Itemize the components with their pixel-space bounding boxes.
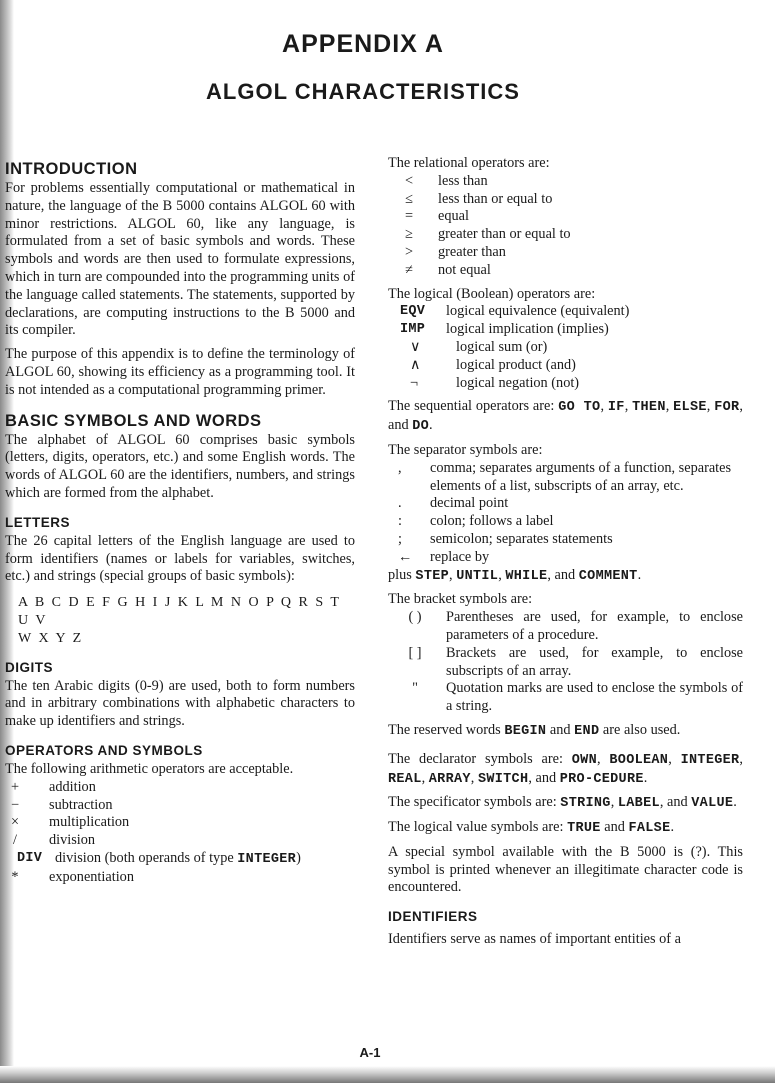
operator-symbol: DIV — [17, 850, 43, 866]
reserved-words — [388, 722, 743, 741]
separator-row — [388, 495, 743, 513]
scan-bottom-edge — [0, 1066, 775, 1083]
sequential-and: and — [388, 417, 409, 434]
separator-symbol: : — [398, 513, 402, 530]
logical-value-mid: and — [600, 819, 629, 836]
relational-description: equal — [438, 208, 469, 225]
keyword-then: THEN — [632, 400, 666, 416]
separator-row — [388, 549, 743, 567]
separator-plus-label: plus — [388, 566, 416, 583]
bracket-list — [388, 609, 743, 716]
bracket-description: Parentheses are used, for example, to enclose parameters of a procedure. — [446, 609, 743, 643]
separator-and: and — [554, 566, 576, 583]
keyword-comment: COMMENT — [578, 568, 638, 584]
keyword-false: FALSE — [628, 821, 671, 837]
specificator-symbols: The specificator symbols are: STRING, LABEL, and VALUE. — [388, 794, 737, 812]
operator-row — [5, 779, 355, 797]
bracket-row — [388, 645, 743, 681]
page-number: A-1 — [359, 1045, 381, 1060]
operator-symbol: + — [10, 778, 20, 795]
letters-paragraph: The 26 capital letters of the English language are used to form identifiers (names or labels for variables, switches, etc.) and strings (special groups of basic symbols): — [5, 532, 355, 585]
operator-description: division (both operands of type — [55, 849, 238, 866]
operator-description: division — [49, 832, 96, 849]
separator-description: colon; follows a label — [430, 513, 554, 530]
bracket-description: Brackets are used, for example, to enclose subscripts of an array. — [446, 644, 743, 679]
declarator-and: and — [535, 769, 557, 786]
operator-keyword: INTEGER — [237, 851, 297, 867]
keyword-array: ARRAY — [428, 771, 471, 787]
separator-row — [388, 531, 743, 549]
sequential-operators: The sequential operators are: GO TO, IF, THEN, ELSE, FOR, and DO. — [388, 398, 743, 435]
operator-row — [5, 832, 355, 850]
relational-description: less than — [438, 172, 488, 189]
keyword-until: UNTIL — [456, 568, 499, 584]
specificator-and: and — [667, 794, 688, 811]
letters-heading: LETTERS — [5, 514, 71, 530]
separator-description: replace by — [430, 548, 490, 565]
logical-symbol: ∨ — [410, 338, 421, 355]
operators-heading: OPERATORS AND SYMBOLS — [5, 742, 203, 758]
relational-symbol: > — [404, 243, 414, 260]
declarator-pre: The declarator symbols are: — [388, 750, 572, 767]
keyword-else: ELSE — [673, 400, 707, 416]
bracket-row — [388, 680, 743, 716]
logical-operator-list — [388, 303, 743, 392]
letters-line-1: A B C D E F G H I J K L M N O P Q R S T U V — [18, 595, 341, 628]
digits-heading: DIGITS — [5, 659, 54, 675]
logical-row — [388, 303, 743, 321]
digits-paragraph: The ten Arabic digits (0-9) are used, both to form numbers and in arbitrary combinations with alphabetic characters to make up identifiers and strings. — [5, 677, 355, 730]
bracket-intro: The bracket symbols are: — [388, 591, 533, 608]
relational-row — [388, 262, 743, 280]
logical-description: logical equivalence (equivalent) — [446, 303, 630, 320]
operator-symbol: * — [11, 868, 19, 885]
relational-symbol: = — [404, 208, 414, 225]
separator-intro: The separator symbols are: — [388, 441, 543, 458]
relational-row — [388, 208, 743, 226]
appendix-title: APPENDIX A — [282, 30, 444, 58]
keyword-label: LABEL — [617, 796, 660, 812]
letters-line-2: W X Y Z — [18, 630, 84, 646]
reserved-mid: and — [546, 721, 575, 738]
operator-row — [5, 797, 355, 815]
relational-row — [388, 244, 743, 262]
relational-description: greater than — [438, 243, 506, 260]
relational-row — [388, 173, 743, 191]
relational-symbol: ≤ — [405, 190, 413, 207]
special-symbol-paragraph: A special symbol available with the B 5000 is (?). This symbol is printed whenever an illegitimate character code is encountered. — [388, 843, 743, 896]
bracket-description: Quotation marks are used to enclose the symbols of a string. — [446, 680, 743, 715]
logical-symbol: ¬ — [410, 374, 419, 391]
relational-operator-list — [388, 173, 743, 280]
operator-description-wrap — [43, 850, 301, 869]
appendix-subtitle: ALGOL CHARACTERISTICS — [206, 79, 520, 104]
operator-symbol: × — [10, 814, 20, 831]
bracket-symbol: " — [412, 680, 418, 697]
bracket-symbol: ( ) — [408, 609, 422, 626]
logical-row — [388, 375, 743, 393]
separator-row — [388, 460, 743, 496]
relational-row — [388, 191, 743, 209]
separator-description: semicolon; separates statements — [430, 530, 613, 547]
relational-intro: The relational operators are: — [388, 155, 550, 171]
keyword-value: VALUE — [691, 796, 734, 812]
introduction-paragraph-2: The purpose of this appendix is to define the terminology of ALGOL 60, showing its efficiency as a programming tool. It is not intended as a computational programming primer. — [5, 346, 355, 398]
operator-row — [5, 814, 355, 832]
logical-row — [388, 321, 743, 339]
relational-description: less than or equal to — [438, 190, 553, 207]
identifiers-heading: IDENTIFIERS — [388, 909, 478, 925]
introduction-heading: INTRODUCTION — [5, 160, 138, 178]
separator-symbol: . — [398, 495, 402, 512]
bracket-symbol: [ ] — [408, 644, 422, 661]
operator-description: addition — [49, 778, 96, 795]
keyword-step: STEP — [415, 568, 450, 584]
logical-row — [388, 357, 743, 375]
operator-row — [5, 850, 355, 869]
operator-description: exponentiation — [49, 868, 134, 885]
keyword-end: END — [574, 723, 600, 739]
relational-symbol: ≥ — [405, 226, 413, 243]
logical-description: logical implication (implies) — [446, 321, 609, 338]
operator-row — [5, 869, 355, 887]
relational-symbol: < — [404, 172, 414, 189]
keyword-integer: INTEGER — [680, 752, 740, 768]
logical-symbol: IMP — [400, 322, 426, 338]
keyword-goto: GO TO — [558, 400, 601, 416]
operator-description: multiplication — [49, 814, 130, 831]
left-column — [5, 158, 355, 887]
operator-description: subtraction — [49, 796, 113, 813]
keyword-procedure: PRO-CEDURE — [559, 771, 644, 787]
separator-description: decimal point — [430, 495, 509, 512]
logical-description: logical sum (or) — [456, 338, 548, 355]
keyword-begin: BEGIN — [504, 723, 547, 739]
keyword-switch: SWITCH — [477, 771, 529, 787]
relational-symbol: ≠ — [405, 261, 413, 278]
operator-symbol: / — [13, 832, 17, 849]
keyword-own: OWN — [571, 752, 597, 768]
logical-value-symbols: The logical value symbols are: TRUE and FALSE. — [388, 819, 675, 837]
logical-row — [388, 339, 743, 357]
logical-symbol: ∧ — [410, 356, 421, 373]
introduction-paragraph-1: For problems essentially computational or mathematical in nature, the language of the B 5000 contains ALGOL 60 with minor restrictions. ALGOL 60, like any language, is formulated from a set of basic symbols and words. These symbols and words are then used to formulate expressions, which in turn are compounded into the programming units of the language called statements. The statements, supported by declarations, are computing instructions to the B 5000 and its compiler. — [5, 180, 355, 339]
keyword-if: IF — [607, 400, 625, 416]
operators-intro: The following arithmetic operators are acceptable. — [5, 760, 294, 777]
logical-symbol: EQV — [400, 304, 426, 320]
logical-value-pre: The logical value symbols are: — [388, 819, 568, 836]
logical-intro: The logical (Boolean) operators are: — [388, 285, 596, 302]
keyword-real: REAL — [388, 771, 422, 787]
bracket-row — [388, 609, 743, 645]
separator-symbol: , — [398, 459, 402, 476]
keyword-string: STRING — [560, 796, 611, 812]
keyword-boolean: BOOLEAN — [609, 752, 669, 768]
separator-symbol: ← — [398, 548, 413, 565]
separator-plus: plus STEP, UNTIL, WHILE, and COMMENT. — [388, 566, 642, 584]
reserved-post: are also used. — [599, 721, 681, 738]
arithmetic-operator-list — [5, 779, 355, 887]
logical-description: logical product (and) — [456, 356, 576, 373]
reserved-pre: The reserved words — [388, 721, 505, 738]
operator-description-end: ) — [296, 849, 301, 866]
separator-row — [388, 513, 743, 531]
sequential-intro: The sequential operators are: — [388, 398, 559, 415]
relational-row — [388, 226, 743, 244]
separator-list — [388, 460, 743, 567]
identifiers-paragraph: Identifiers serve as names of important entities of a — [388, 931, 681, 948]
relational-description: greater than or equal to — [438, 226, 571, 243]
basic-symbols-paragraph: The alphabet of ALGOL 60 comprises basic symbols (letters, digits, operators, etc.) and some English words. The words of ALGOL 60 are the identifiers, numbers, and strings which are formed from the alphabet. — [5, 431, 355, 501]
keyword-for: FOR — [714, 400, 740, 416]
separator-description: comma; separates arguments of a function, separates elements of a list, subscripts of an array, etc. — [430, 459, 732, 494]
separator-symbol: ; — [398, 530, 402, 547]
right-column — [388, 155, 743, 949]
declarator-symbols: The declarator symbols are: OWN, BOOLEAN, INTEGER, REAL, ARRAY, SWITCH, and PRO-CEDURE. — [388, 750, 743, 787]
logical-description: logical negation (not) — [456, 374, 580, 391]
keyword-true: TRUE — [567, 821, 601, 837]
keyword-do: DO — [412, 419, 430, 435]
basic-symbols-heading: BASIC SYMBOLS AND WORDS — [5, 411, 262, 430]
specificator-pre: The specificator symbols are: — [388, 794, 561, 811]
relational-description: not equal — [438, 261, 491, 278]
operator-symbol: − — [10, 796, 20, 813]
keyword-while: WHILE — [505, 568, 548, 584]
